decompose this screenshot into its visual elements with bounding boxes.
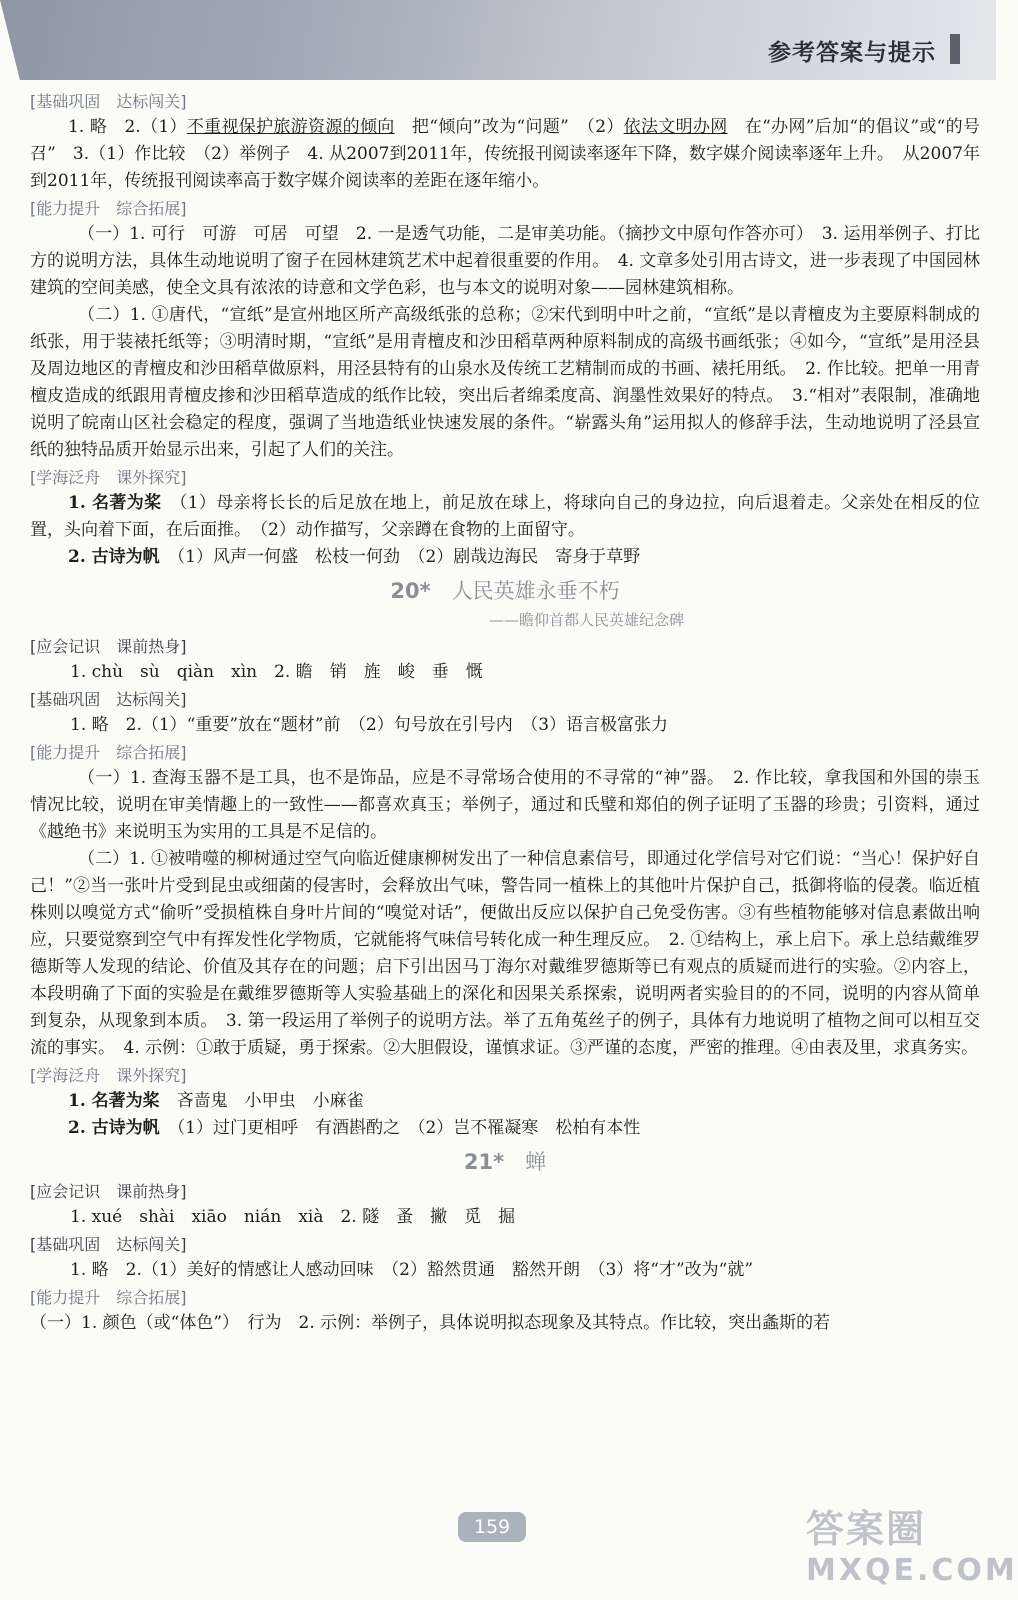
tag-memory: [应会记识 课前热身] (30, 1182, 187, 1201)
s21-title (30, 1146, 980, 1178)
s20-number: 20* (390, 579, 431, 603)
s19-extra-2 (30, 544, 980, 571)
s21-number: 21* (463, 1150, 505, 1174)
tag-ability: [能力提升 综合拓展] (30, 1288, 187, 1307)
s20-basic-answer: 1. 略 2.（1）“重要”放在“题材”前 （2）句号放在引号内 （3）语言极富张力 (70, 715, 669, 735)
s19-underlined-phrase-2: 依法文明办网 (623, 117, 728, 137)
s19-ability-answer-2: （二）1. ①唐代，“宣纸”是宣州地区所产高级纸张的总称；②宋代到明中叶之前，“宣纸”是以青檀皮为主要原料制成的纸张，用于装裱托纸等；③明清时期，“宣纸”是用青檀皮和沙田稻草两种原料制成的高级书画纸张；④如今，“宣纸”是用泾县及周边地区的青檀皮和沙田稻草做原料，用泾县特有的山泉水及传统工艺精制而成的书画、裱托用纸。 2. 作比较。把单一用青檀皮造成的纸跟用青檀皮掺和沙田稻草造成的纸作比较，突出后者绵柔度高、润墨性效果好的特点。 3.“相对”表限制，准确地说明了皖南山区社会稳定的程度，强调了当地造纸业快速发展的条件。“崭露头角”运用拟人的修辞手法，生动地说明了泾县宣纸的独特品质开始显示出来，引起了人们的关注。 (30, 305, 980, 460)
s20-ability-answer-1: （一）1. 查海玉器不是工具，也不是饰品，应是不寻常场合使用的不寻常的“神”器。 2. 作比较，拿我国和外国的崇玉情况比较，说明在审美情趣上的一致性——都喜欢真玉；举例子，通过和氏璧和郑伯的例子证明了玉器的珍贵；引资料，通过《越绝书》来说明玉为实用的工具是不足信的。 (30, 768, 980, 842)
s19-extra-2-text: （1）风声一何盛 松枝一何劲 （2）剧哉边海民 寄身于草野 (159, 547, 641, 567)
s21-ability-answer-1: （一）1. 颜色（或“体色”） 行为 2. 示例：举例子，具体说明拟态现象及其特点。作比较，突出螽斯的若 (30, 1313, 831, 1333)
s20-extra-2-text: （1）过门更相呼 有酒斟酌之 （2）岂不罹凝寒 松柏有本性 (159, 1118, 641, 1138)
header-bar (950, 34, 960, 64)
watermark-line-1: 答案圈 (806, 1507, 927, 1551)
s20-subtitle: ——瞻仰首都人民英雄纪念碑 (488, 611, 684, 629)
header-title: 参考答案与提示 (768, 40, 936, 66)
s19-underlined-phrase-1: 不重视保护旅游资源的倾向 (186, 117, 395, 137)
tag-basic: [基础巩固 达标闯关] (30, 1235, 187, 1254)
s19-extra-1-text: （1）母亲将长长的后足放在地上，前足放在球上，将球向自己的身边拉，向后退着走。父亲处在相反的位置，头向着下面，在后面推。 （2）动作描写，父亲蹲在食物的上面留守。 (30, 493, 980, 540)
s20-extra-1-label: 1. 名著为桨 (68, 1091, 160, 1111)
s21-title-text: 蝉 (525, 1150, 547, 1174)
s19-basic-part-a: 1. 略 2.（1） (68, 117, 187, 137)
s20-title-text: 人民英雄永垂不朽 (451, 579, 620, 603)
s19-basic-part-b: 把“倾向”改为“问题” （2） (394, 117, 624, 137)
s20-memory-answer: 1. chù sù qiàn xìn 2. 瞻 销 旌 峻 垂 慨 (70, 662, 483, 682)
tag-ability: [能力提升 综合拓展] (30, 199, 187, 218)
watermark-logo (806, 1498, 1018, 1588)
page-number: 159 (458, 1512, 526, 1542)
s19-extra-2-label: 2. 古诗为帆 (68, 547, 160, 567)
s20-title (30, 575, 980, 607)
s20-extra-1 (30, 1088, 980, 1115)
tag-extra: [学海泛舟 课外探究] (30, 468, 187, 487)
s20-extra-1-text: 吝啬鬼 小甲虫 小麻雀 (159, 1091, 364, 1111)
s20-extra-2-label: 2. 古诗为帆 (68, 1118, 160, 1138)
s19-extra-1-label: 1. 名著为桨 (68, 493, 162, 513)
s19-basic-answer (30, 114, 980, 195)
s21-basic-answer: 1. 略 2.（1）美好的情感让人感动回味 （2）豁然贯通 豁然开朗 （3）将“才”改为“就” (70, 1260, 754, 1280)
s19-extra-1 (30, 490, 980, 544)
watermark-line-2: MXQE.COM (806, 1553, 1018, 1588)
s19-ability-answer-1: （一）1. 可行 可游 可居 可望 2. 一是透气功能，二是审美功能。（摘抄文中原句作答亦可） 3. 运用举例子、打比方的说明方法，具体生动地说明了窗子在园林建筑艺术中起着很重要的作用。 4. 文章多处引用古诗文，进一步表现了中国园林建筑的空间美感，使全文具有浓浓的诗意和文学色彩，也与本文的说明对象——园林建筑相称。 (30, 224, 980, 298)
s20-ability-answer-2: （二）1. ①被啃噬的柳树通过空气向临近健康柳树发出了一种信息素信号，即通过化学信号对它们说：“当心！保护好自己！”②当一张叶片受到昆虫或细菌的侵害时，会释放出气味，警告同一植株上的其他叶片保护自己，抵御将临的侵袭。临近植株则以嗅觉方式“偷听”受损植株自身叶片间的“嗅觉对话”，便做出反应以保护自己免受伤害。③有些植物能够对信息素做出响应，只要觉察到空气中有挥发性化学物质，它就能将气味信号转化成一种生理反应。 2. ①结构上，承上启下。承上总结戴维罗德斯等人发现的结论、价值及其存在的问题；启下引出因马丁海尔对戴维罗德斯等已有观点的质疑而进行的实验。②内容上，本段明确了下面的实验是在戴维罗德斯等人实验基础上的深化和因果关系探索，说明两者实验目的的不同，说明的内容从简单到复杂，从现象到本质。 3. 第一段运用了举例子的说明方法。举了五角菟丝子的例子，具体有力地说明了植物之间可以相互交流的事实。 4. 示例：①敢于质疑，勇于探索。②大胆假设，谨慎求证。③严谨的态度，严密的推理。④由表及里，求真务实。 (30, 849, 980, 1058)
tag-basic: [基础巩固 达标闯关] (30, 92, 187, 111)
tag-memory: [应会记识 课前热身] (30, 637, 187, 656)
s19-basic-part-c: 在“办网”后加“的倡议”或“的号召” 3.（1）作比较 （2）举例子 4. 从2007到2011年，传统报刊阅读率逐年下降，数字媒介阅读率逐年上升。 从2007年到2011年，传统报刊阅读率高于数字媒介阅读率的差距在逐年缩小。 (30, 117, 980, 191)
page-content (30, 88, 980, 1337)
tag-ability: [能力提升 综合拓展] (30, 743, 187, 762)
tag-basic: [基础巩固 达标闯关] (30, 690, 187, 709)
s20-extra-2 (30, 1115, 980, 1142)
s21-memory-answer: 1. xué shài xiāo nián xià 2. 隧 蚤 撇 觅 掘 (70, 1207, 516, 1227)
tag-extra: [学海泛舟 课外探究] (30, 1066, 187, 1085)
